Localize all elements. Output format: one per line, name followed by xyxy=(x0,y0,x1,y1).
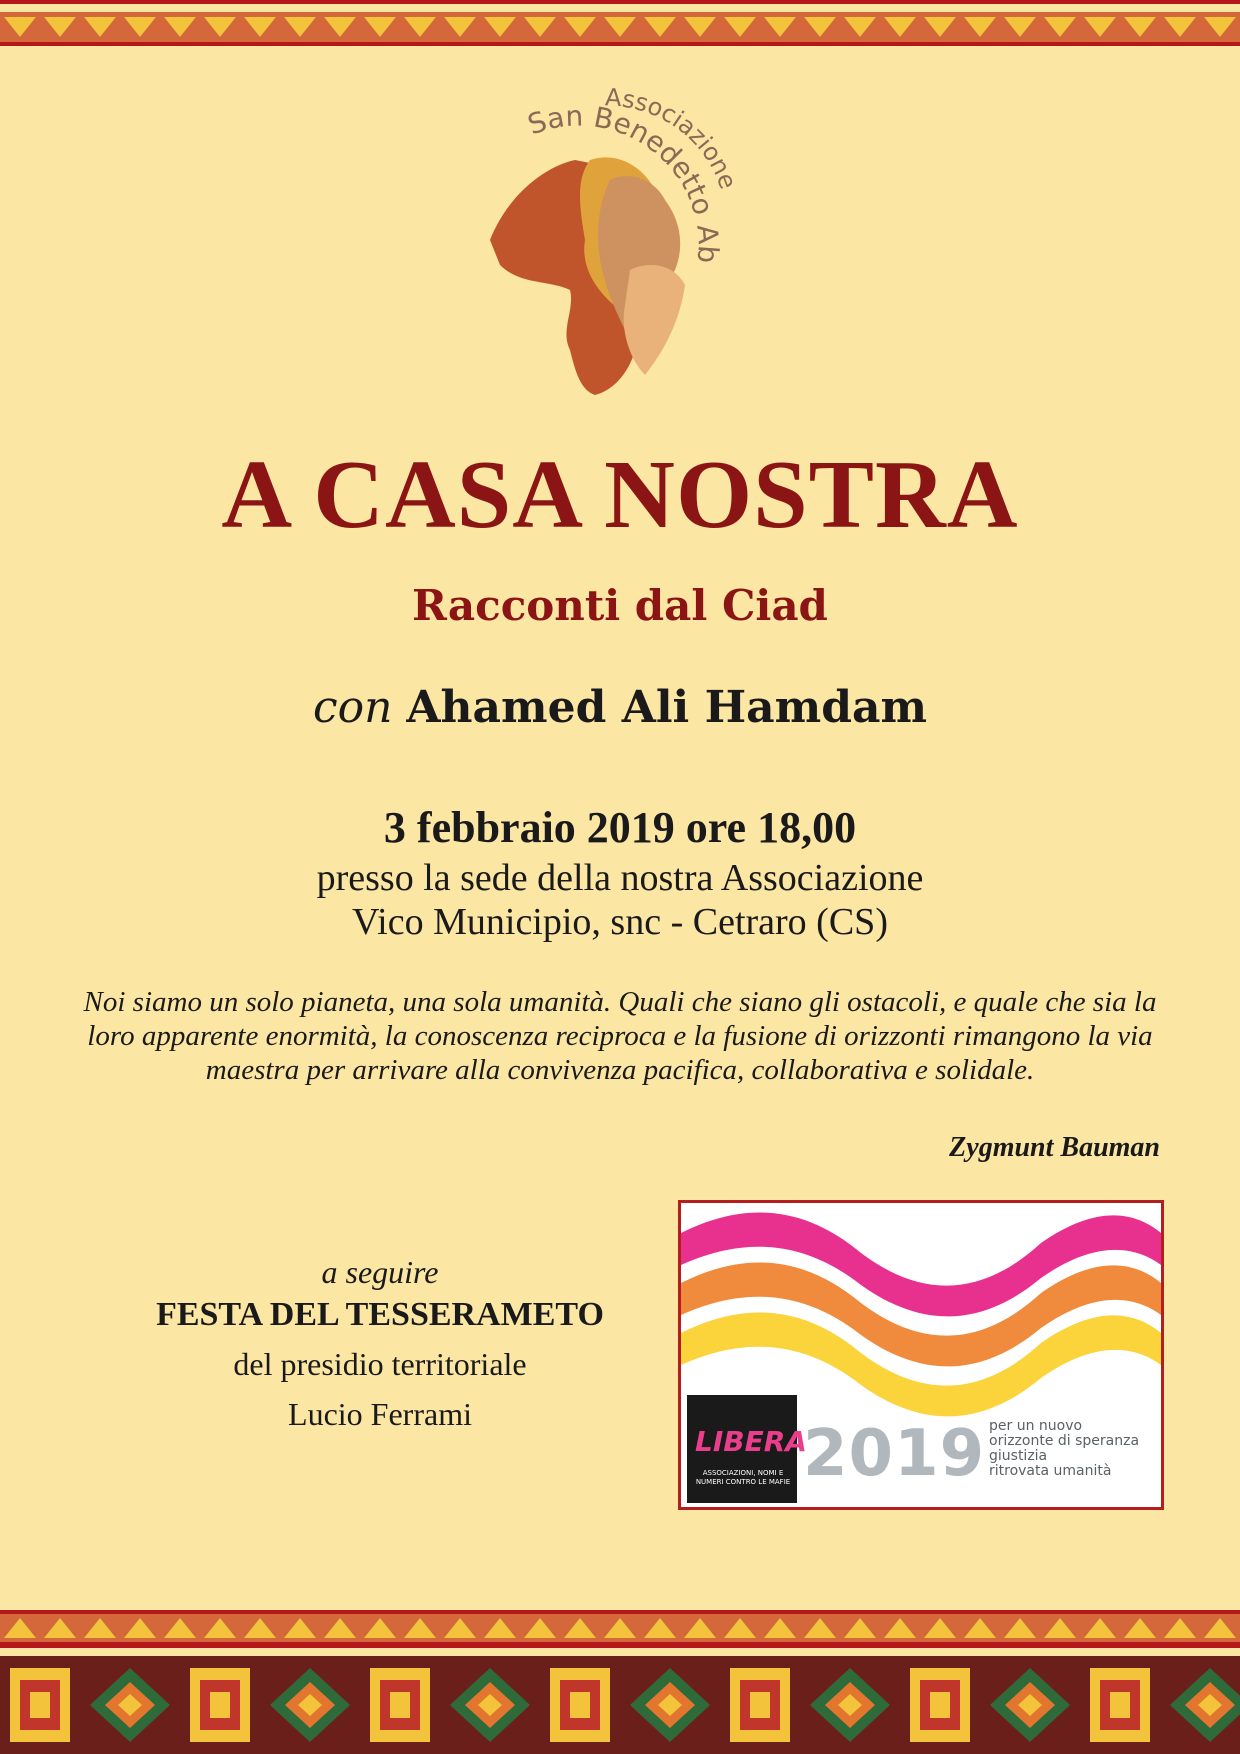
libera-logo-box xyxy=(687,1395,807,1503)
libera-motto-line-3: giustizia xyxy=(989,1448,1048,1464)
following-line-1: del presidio territoriale xyxy=(233,1346,527,1382)
venue-line-2: Vico Municipio, snc - Cetraro (CS) xyxy=(352,901,888,943)
libera-motto-line-1: per un nuovo xyxy=(989,1418,1083,1434)
bottom-decorative-border xyxy=(0,1610,1240,1754)
logo-text: Associazione xyxy=(604,83,743,193)
event-title: A CASA NOSTRA xyxy=(221,441,1019,549)
guest-name: Ahamed Ali Hamdam xyxy=(406,682,928,733)
quote-text: Noi siamo un solo pianeta, una sola umanità. Quali che siano gli ostacoli, e quale che sia la loro apparente enormità, la conoscenza reciproca e la fusione di orizzonti rimangono la via maestra per arrivare alla convivenza pacifica, collaborativa e solidale. xyxy=(83,986,1157,1086)
association-logo xyxy=(480,70,780,400)
guest-prefix: con xyxy=(312,682,393,733)
libera-brand: LIBERA xyxy=(695,1425,807,1458)
following-title: FESTA DEL TESSERAMETO xyxy=(156,1296,604,1333)
libera-year: 2019 xyxy=(803,1417,986,1491)
libera-tagline: ASSOCIAZIONI, NOMI E NUMERI CONTRO LE MAFIE xyxy=(695,1469,791,1486)
top-decorative-border xyxy=(0,0,1240,46)
following-line-2: Lucio Ferrami xyxy=(288,1396,472,1432)
guest-line xyxy=(0,680,1240,736)
venue-line-1: presso la sede della nostra Associazione xyxy=(316,857,924,899)
libera-motto-line-2: orizzonte di speranza xyxy=(989,1433,1140,1449)
following-intro: a seguire xyxy=(321,1254,439,1290)
logo-text-name: San Benedetto Ab xyxy=(523,99,725,265)
libera-motto-line-4: ritrovata umanità xyxy=(989,1463,1112,1479)
quote-author: Zygmunt Bauman xyxy=(949,1132,1160,1163)
libera-motto xyxy=(989,1419,1159,1479)
libera-2019-banner xyxy=(678,1200,1164,1510)
event-date: 3 febbraio 2019 ore 18,00 xyxy=(383,803,857,852)
event-subtitle: Racconti dal Ciad xyxy=(412,581,828,630)
